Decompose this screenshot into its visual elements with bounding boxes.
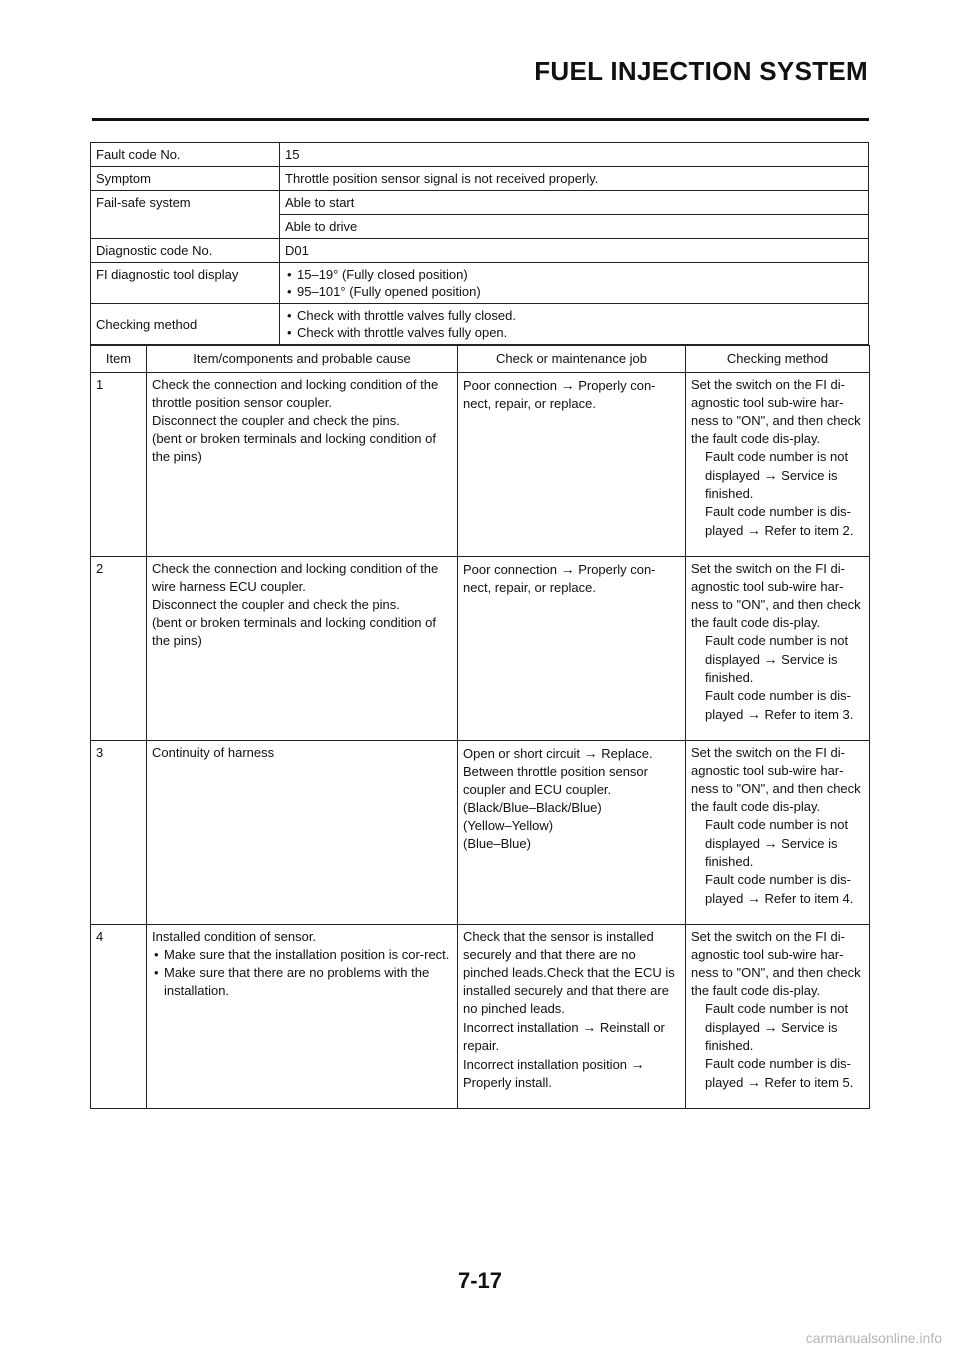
job-text: Reinstall or repair. (463, 1020, 665, 1053)
failsafe-value: Able to drive (280, 215, 869, 239)
row-job (458, 741, 686, 925)
arrow-icon: → (630, 1056, 645, 1072)
arrow-icon: → (560, 377, 575, 393)
check-text: Refer to item 3. (760, 707, 854, 722)
row-item-number: 1 (91, 373, 147, 557)
job-text: Incorrect installation position (463, 1057, 631, 1072)
check-text: Service is finished. (705, 1020, 838, 1053)
troubleshooting-table (90, 345, 870, 1109)
cause-line: Installed condition of sensor. (152, 929, 317, 944)
job-text: Incorrect installation (463, 1020, 583, 1035)
table-row (91, 557, 870, 741)
cause-line: Disconnect the coupler and check the pins. (152, 597, 400, 612)
table-row (91, 741, 870, 925)
check-instruction: Set the switch on the FI di-agnostic tool sub-wire har-ness to "ON", and then check the fault code dis-play. (691, 377, 861, 446)
row-cause (147, 557, 458, 741)
checking-label: Checking method (91, 304, 280, 345)
fi-display-label: FI diagnostic tool display (91, 263, 280, 304)
cause-line: Disconnect the coupler and check the pins. (152, 413, 400, 428)
row-item-number: 3 (91, 741, 147, 925)
cause-line: Check the connection and locking condition of the wire harness ECU coupler. (152, 561, 439, 594)
cause-bullet: • Make sure that the installation position is cor-rect. (152, 946, 452, 964)
job-text: Open or short circuit (463, 746, 584, 761)
checking-value: • Check with throttle valves fully open. (285, 324, 863, 341)
job-text: Poor connection (463, 562, 561, 577)
row-item-number: 4 (91, 925, 147, 1109)
arrow-icon: → (582, 1019, 597, 1035)
check-text: Refer to item 5. (760, 1075, 854, 1090)
check-outcome (691, 1000, 867, 1055)
table-row (91, 373, 870, 557)
row-cause (147, 373, 458, 557)
row-cause (147, 925, 458, 1109)
diag-code-row (91, 239, 869, 263)
header-divider (92, 118, 869, 121)
check-text: Service is finished. (705, 468, 838, 501)
row-check-method (686, 741, 870, 925)
arrow-icon: → (746, 890, 761, 906)
checking-values (280, 304, 869, 345)
check-text: Fault code number is not displayed (705, 817, 849, 851)
fi-display-values (280, 263, 869, 304)
arrow-icon: → (560, 561, 575, 577)
arrow-icon: → (746, 522, 761, 538)
check-outcome (691, 1055, 867, 1092)
check-outcome (691, 816, 867, 871)
cause-bullet: • Make sure that there are no problems with the installation. (152, 964, 452, 1000)
fi-display-value: • 15–19° (Fully closed position) (285, 266, 863, 283)
checking-row (91, 304, 869, 345)
diag-code-value: D01 (280, 239, 869, 263)
table-header-row (91, 346, 870, 373)
row-check-method (686, 373, 870, 557)
check-instruction: Set the switch on the FI di-agnostic tool sub-wire har-ness to "ON", and then check the fault code dis-play. (691, 929, 861, 998)
checking-value: • Check with throttle valves fully closed. (285, 307, 863, 324)
job-line: (Blue–Blue) (463, 836, 531, 851)
job-line (463, 1018, 680, 1055)
job-line: Check that the sensor is installed securely and that there are no pinched leads.Check that the ECU is installed securely and that there are no pinched leads. (463, 929, 675, 1016)
arrow-icon: → (583, 745, 598, 761)
job-line (463, 744, 680, 763)
arrow-icon: → (763, 467, 778, 483)
job-line (463, 1055, 680, 1092)
row-check-method (686, 557, 870, 741)
job-text: Properly con-nect, repair, or replace. (463, 562, 656, 595)
col-header-item: Item (91, 346, 147, 373)
check-text: Fault code number is not displayed (705, 633, 849, 667)
check-text: Refer to item 4. (760, 891, 854, 906)
check-outcome (691, 687, 867, 724)
row-job (458, 925, 686, 1109)
row-job (458, 373, 686, 557)
check-outcome (691, 448, 867, 503)
symptom-value: Throttle position sensor signal is not received properly. (280, 167, 869, 191)
cause-line: Continuity of harness (152, 745, 275, 760)
check-instruction: Set the switch on the FI di-agnostic tool sub-wire har-ness to "ON", and then check the fault code dis-play. (691, 561, 861, 630)
symptom-label: Symptom (91, 167, 280, 191)
check-text: Service is finished. (705, 652, 838, 685)
check-text: Fault code number is dis-played (705, 1056, 851, 1090)
check-text: Fault code number is not displayed (705, 449, 849, 483)
table-row (91, 925, 870, 1109)
row-item-number: 2 (91, 557, 147, 741)
fi-display-value: • 95–101° (Fully opened position) (285, 283, 863, 300)
job-text: Properly install. (463, 1075, 552, 1090)
arrow-icon: → (763, 651, 778, 667)
row-cause (147, 741, 458, 925)
cause-line: (bent or broken terminals and locking condition of the pins) (152, 615, 436, 648)
job-text: Poor connection (463, 378, 561, 393)
check-instruction: Set the switch on the FI di-agnostic tool sub-wire har-ness to "ON", and then check the fault code dis-play. (691, 745, 861, 814)
job-line: (Black/Blue–Black/Blue) (463, 800, 602, 815)
check-text: Fault code number is dis-played (705, 688, 851, 722)
fi-display-row (91, 263, 869, 304)
job-text: Properly con-nect, repair, or replace. (463, 378, 656, 411)
fault-info-table (90, 142, 869, 345)
check-text: Service is finished. (705, 836, 838, 869)
job-text: Replace. (597, 746, 653, 761)
page-number: 7-17 (457, 1268, 503, 1293)
page-header-title: FUEL INJECTION SYSTEM (534, 56, 868, 86)
fault-code-label: Fault code No. (91, 143, 280, 167)
arrow-icon: → (763, 1019, 778, 1035)
check-text: Refer to item 2. (760, 523, 854, 538)
col-header-cause: Item/components and probable cause (147, 346, 458, 373)
arrow-icon: → (763, 835, 778, 851)
check-outcome (691, 503, 867, 540)
arrow-icon: → (746, 1074, 761, 1090)
cause-line: Check the connection and locking condition of the throttle position sensor coupler. (152, 377, 439, 410)
failsafe-value: Able to start (280, 191, 869, 215)
job-line: Between throttle position sensor coupler and ECU coupler. (463, 764, 648, 797)
diag-code-label: Diagnostic code No. (91, 239, 280, 263)
failsafe-label: Fail-safe system (91, 191, 280, 239)
row-job (458, 557, 686, 741)
check-outcome (691, 871, 867, 908)
fault-code-value: 15 (280, 143, 869, 167)
watermark: carmanualsonline.info (805, 1330, 942, 1346)
check-text: Fault code number is dis-played (705, 872, 851, 906)
check-text: Fault code number is not displayed (705, 1001, 849, 1035)
failsafe-row (91, 191, 869, 215)
job-line: (Yellow–Yellow) (463, 818, 554, 833)
col-header-method: Checking method (686, 346, 870, 373)
check-outcome (691, 632, 867, 687)
row-check-method (686, 925, 870, 1109)
col-header-job: Check or maintenance job (458, 346, 686, 373)
fault-code-row (91, 143, 869, 167)
cause-line: (bent or broken terminals and locking condition of the pins) (152, 431, 436, 464)
symptom-row (91, 167, 869, 191)
check-text: Fault code number is dis-played (705, 504, 851, 538)
arrow-icon: → (746, 706, 761, 722)
